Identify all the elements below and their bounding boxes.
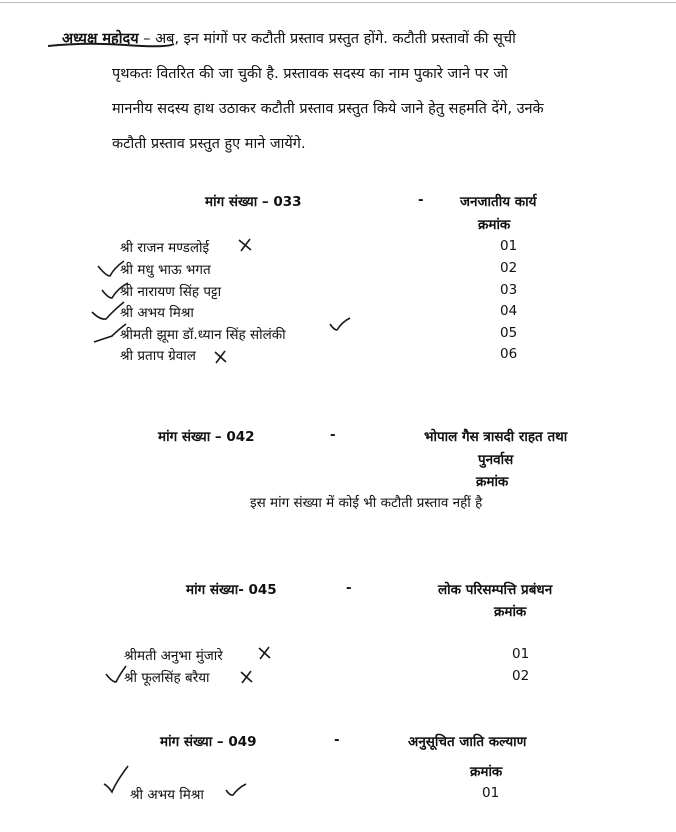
member-serial: 02 <box>512 668 530 684</box>
check-mark-icon <box>102 762 134 798</box>
demand-dash-033: - <box>418 192 424 208</box>
demand-dash-042: - <box>330 427 336 443</box>
member-name: श्री राजन मण्डलोई <box>120 240 210 256</box>
check-mark-icon <box>100 280 130 302</box>
demand-number-049: मांग संख्या – 049 <box>160 734 257 750</box>
demand-dash-045: - <box>346 580 352 596</box>
department-042-line-2: पुनर्वास <box>478 452 514 468</box>
serial-header-042: क्रमांक <box>476 474 509 490</box>
cross-mark-icon <box>212 348 230 366</box>
member-serial: 04 <box>500 303 518 319</box>
cross-mark-icon <box>236 236 256 254</box>
intro-paragraph <box>62 22 660 162</box>
speaker-label: अध्यक्ष महोदय <box>62 31 139 47</box>
check-mark-icon <box>96 258 126 280</box>
page-top-border <box>0 2 676 3</box>
check-mark-icon <box>90 300 126 324</box>
demand-number-033: मांग संख्या – 033 <box>205 194 302 210</box>
member-name: श्री फूलसिंह बरैया <box>124 670 210 686</box>
member-name: श्री मधु भाऊ भगत <box>120 262 211 278</box>
department-049: अनुसूचित जाति कल्याण <box>408 734 527 750</box>
member-serial: 05 <box>500 325 518 341</box>
serial-header-033: क्रमांक <box>478 217 511 233</box>
no-cut-motion-note: इस मांग संख्या में कोई भी कटौती प्रस्ताव नहीं है <box>250 495 483 511</box>
department-045: लोक परिसम्पत्ति प्रबंधन <box>438 582 553 598</box>
check-mark-icon <box>224 782 248 798</box>
member-serial: 03 <box>500 282 518 298</box>
cross-mark-icon <box>256 644 274 662</box>
demand-dash-049: - <box>334 732 340 748</box>
member-name: श्री प्रताप ग्रेवाल <box>120 348 196 364</box>
intro-line-4: कटौती प्रस्ताव प्रस्तुत हुए माने जायेंगे. <box>112 136 306 152</box>
member-serial: 02 <box>500 260 518 276</box>
cross-mark-icon <box>238 668 256 686</box>
intro-text-1: अब, इन मांगों पर कटौती प्रस्ताव प्रस्तुत होंगे. कटौती प्रस्तावों की सूची <box>155 31 516 47</box>
demand-number-045: मांग संख्या- 045 <box>186 582 277 598</box>
intro-line-2: पृथकतः वितरित की जा चुकी है. प्रस्तावक सदस्य का नाम पुकारे जाने पर जो <box>112 66 508 82</box>
handwritten-underline <box>46 40 176 54</box>
member-serial: 01 <box>482 785 500 801</box>
demand-number-042: मांग संख्या – 042 <box>158 429 255 445</box>
member-name: श्री नारायण सिंह पट्टा <box>120 284 222 300</box>
department-033: जनजातीय कार्य <box>460 194 537 210</box>
member-name: श्री अभय मिश्रा <box>120 305 194 321</box>
check-mark-icon <box>104 664 128 688</box>
intro-line-3: माननीय सदस्य हाथ उठाकर कटौती प्रस्ताव प्रस्तुत किये जाने हेतु सहमति देंगे, उनके <box>112 101 544 117</box>
member-name: श्रीमती झूमा डॉ.ध्यान सिंह सोलंकी <box>120 327 286 343</box>
member-name: श्री अभय मिश्रा <box>130 787 204 803</box>
serial-header-045: क्रमांक <box>494 604 527 620</box>
speaker-dash: – <box>138 31 156 47</box>
member-serial: 01 <box>512 646 530 662</box>
check-mark-icon <box>92 322 128 348</box>
serial-header-049: क्रमांक <box>470 764 503 780</box>
check-mark-icon <box>328 316 352 334</box>
member-serial: 06 <box>500 346 518 362</box>
department-042-line-1: भोपाल गैस त्रासदी राहत तथा <box>424 429 568 445</box>
member-name: श्रीमती अनुभा मुंजारे <box>124 648 223 664</box>
member-serial: 01 <box>500 238 518 254</box>
